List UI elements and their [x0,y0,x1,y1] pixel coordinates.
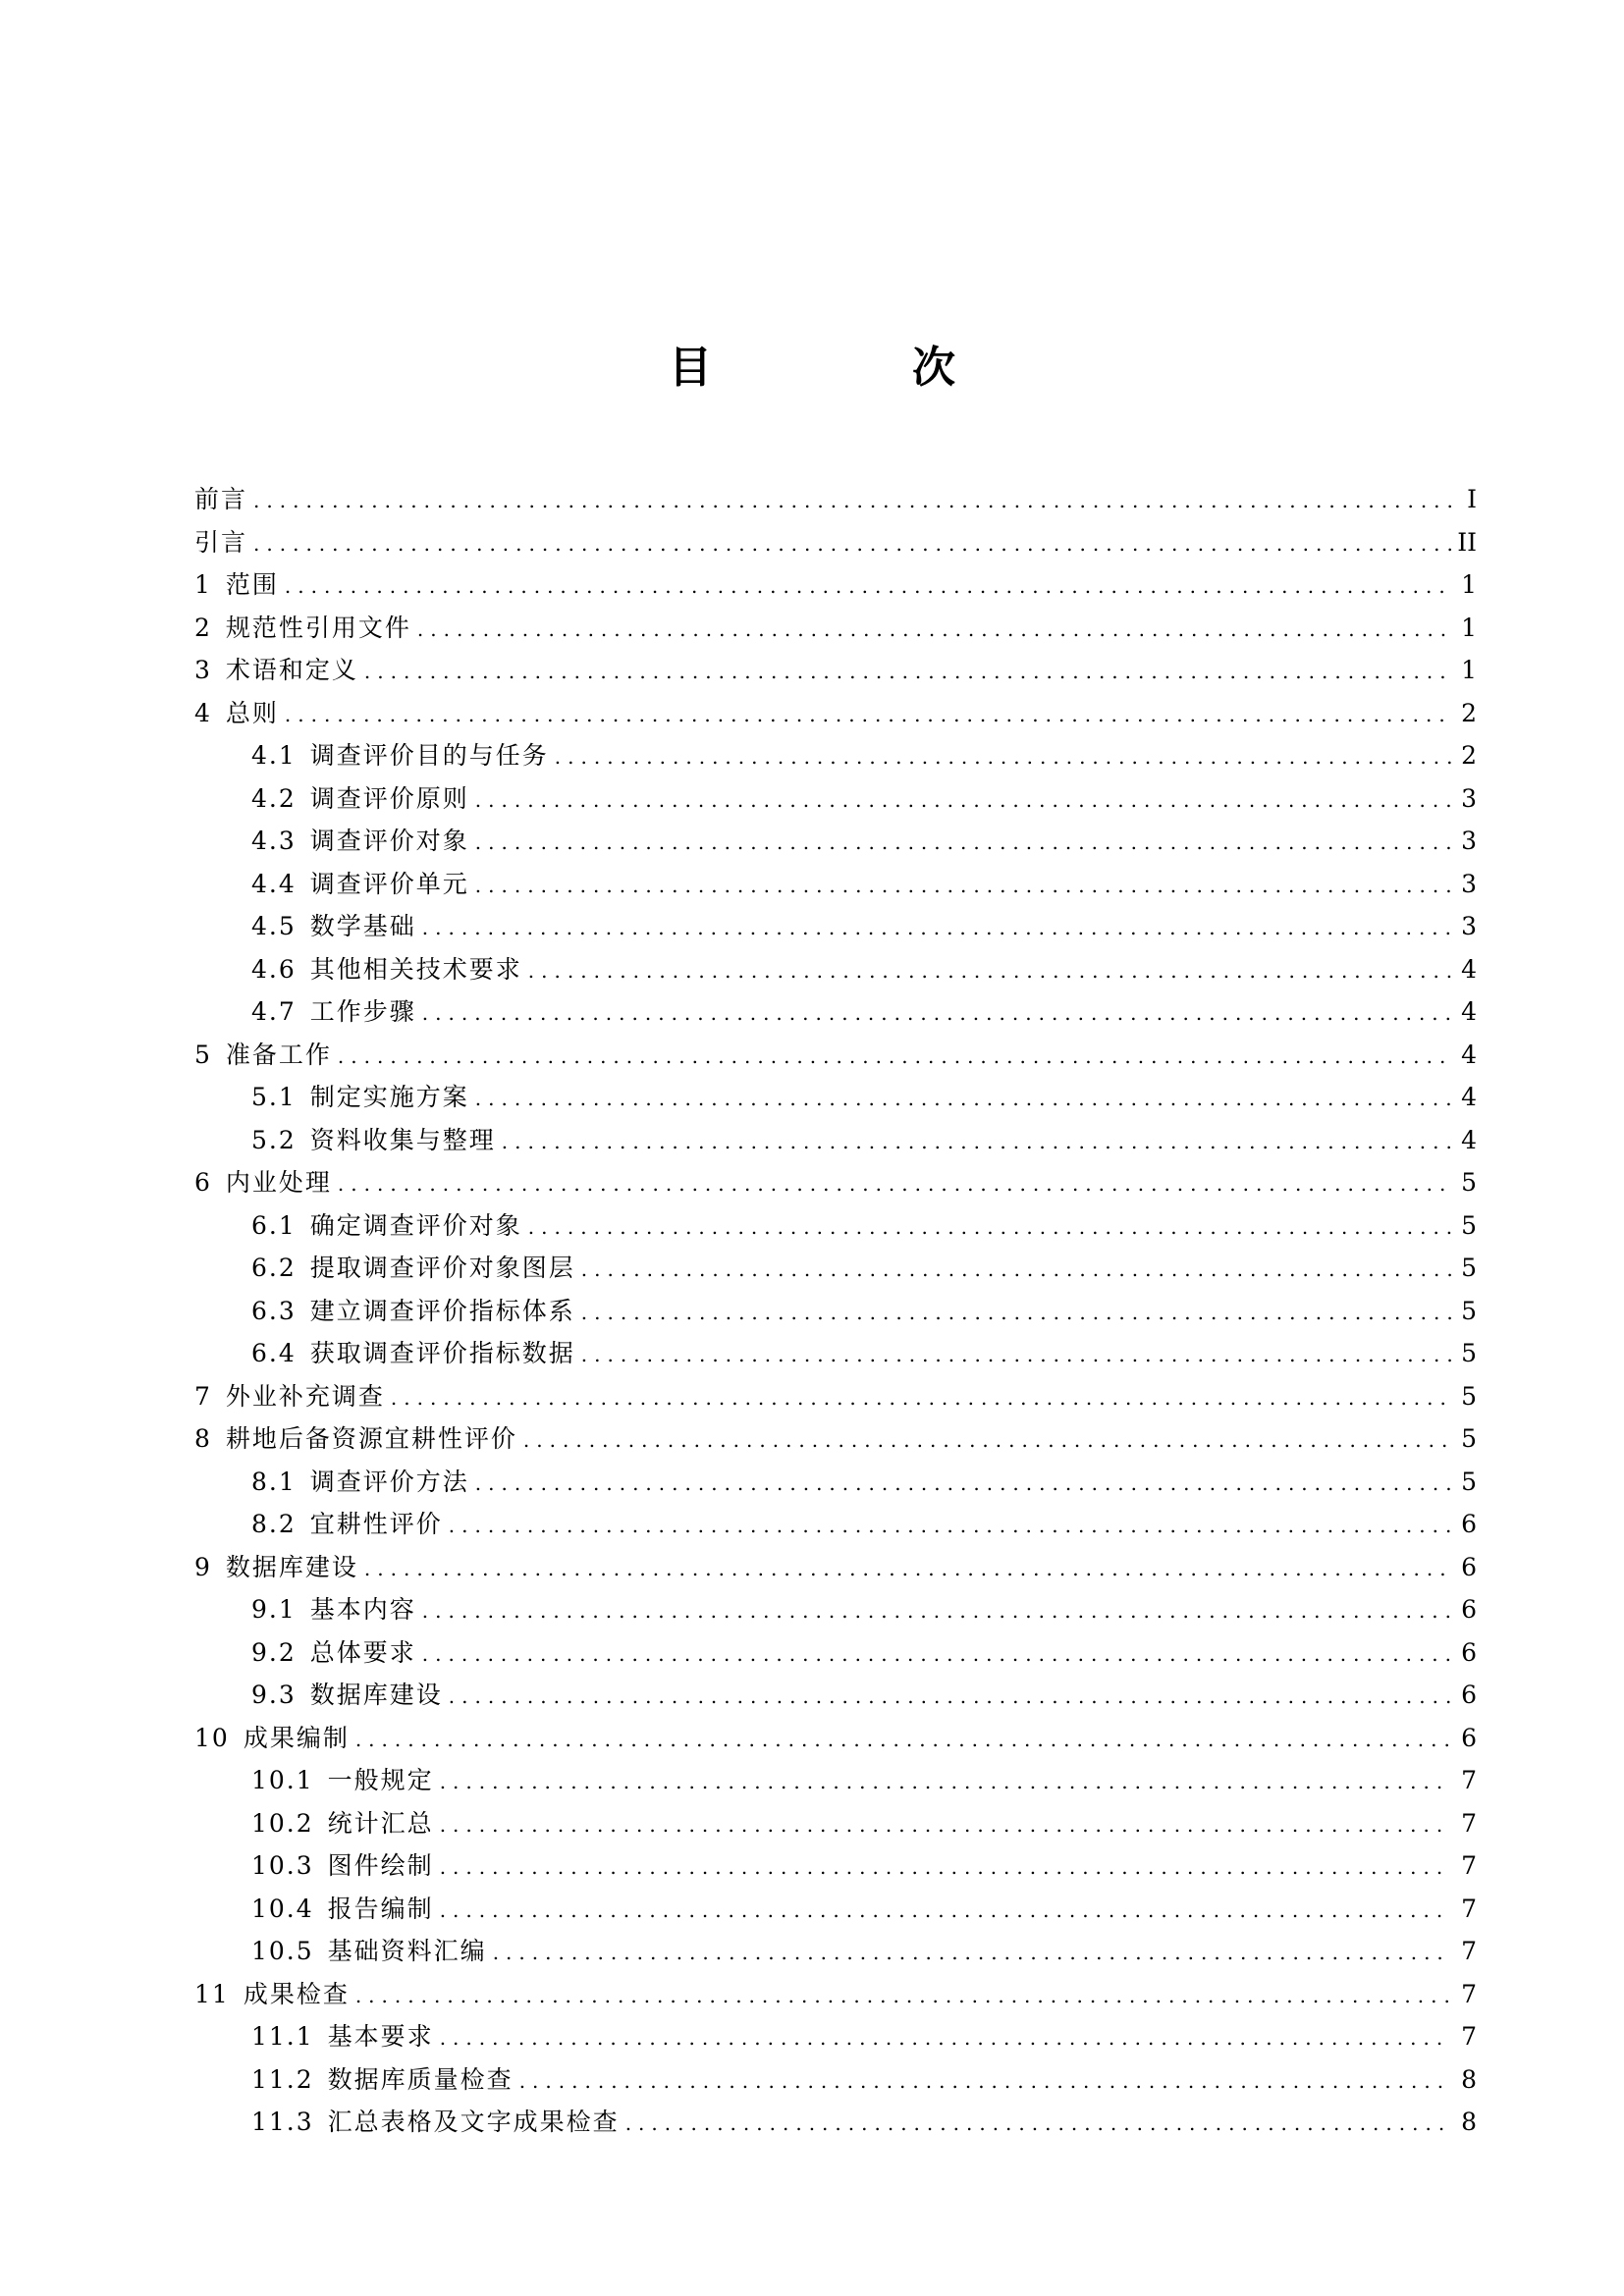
toc-entry-title: 成果检查 [243,1979,350,2008]
toc-entry-number: 5.2 [251,1125,297,1154]
toc-page-number: 5 [1461,1168,1477,1197]
toc-entry[interactable] [194,863,1477,906]
toc-entry-title: 提取调查评价对象图层 [309,1254,575,1282]
toc-entry[interactable] [194,563,1477,607]
toc-dot-leader [449,1676,1451,1719]
toc-entry[interactable] [194,1461,1477,1504]
toc-page-number: 1 [1461,613,1477,642]
toc-entry[interactable] [194,1844,1477,1888]
toc-page-number: 7 [1461,1894,1477,1923]
toc-entry[interactable] [194,2058,1477,2102]
toc-entry[interactable] [194,777,1477,821]
toc-page-number: 6 [1461,1595,1477,1624]
toc-entry-number: 9.3 [251,1681,297,1709]
toc-entry-title: 调查评价单元 [309,869,469,898]
toc-entry-title: 调查评价原则 [309,783,469,813]
toc-page-number: 1 [1461,570,1477,599]
toc-page-number: 5 [1461,1210,1477,1240]
toc-dot-leader [253,523,1451,566]
toc-entry-title: 内业处理 [225,1168,332,1197]
toc-entry-title: 资料收集与整理 [309,1125,496,1154]
toc-entry-number: 10.5 [251,1937,314,1965]
toc-dot-leader [528,1206,1451,1250]
toc-entry[interactable] [194,1247,1477,1290]
toc-entry-number: 6.1 [251,1210,297,1240]
toc-entry-title: 术语和定义 [225,656,358,684]
toc-entry[interactable] [194,1546,1477,1589]
toc-entry-number: 10 [194,1723,230,1752]
toc-page-number: 2 [1461,741,1477,770]
toc-dot-leader [475,822,1451,865]
toc-page-number: 1 [1461,656,1477,684]
toc-entry-number: 9.2 [251,1637,297,1667]
toc-page-number: 7 [1461,1766,1477,1794]
toc-entry[interactable] [194,478,1477,521]
toc-entry[interactable] [194,1332,1477,1375]
toc-entry-title: 一般规定 [327,1766,434,1794]
toc-dot-leader [422,907,1451,950]
toc-entry-number: 4.2 [251,783,297,813]
toc-dot-leader [475,1463,1451,1506]
toc-entry[interactable] [194,948,1477,991]
toc-entry-title: 宜耕性评价 [309,1510,443,1538]
toc-entry-number: 4.3 [251,827,297,855]
toc-entry-number: 11.1 [251,2022,314,2051]
toc-entry-title: 数据库质量检查 [327,2064,514,2094]
toc-dot-leader [285,565,1451,609]
toc-entry-number: 5.1 [251,1083,297,1111]
toc-page-number: 4 [1461,1125,1477,1154]
toc-dot-leader [391,1377,1451,1420]
toc-dot-leader [364,651,1451,694]
toc-entry-number: 7 [194,1381,212,1411]
toc-entry[interactable] [194,990,1477,1034]
toc-dot-leader [417,609,1451,652]
toc-entry-number: 8 [194,1424,212,1453]
toc-page-number: 4 [1461,954,1477,984]
toc-entry-title: 图件绘制 [327,1851,434,1880]
toc-entry[interactable] [194,1588,1477,1631]
toc-entry[interactable] [194,1717,1477,1760]
toc-entry-number: 8.1 [251,1467,297,1496]
toc-dot-leader [440,1890,1451,1933]
toc-dot-leader [440,2017,1451,2060]
toc-entry-title: 数学基础 [309,912,416,940]
toc-entry[interactable] [194,1503,1477,1546]
toc-entry-title: 其他相关技术要求 [309,954,522,984]
toc-entry-title: 成果编制 [243,1723,350,1752]
toc-dot-leader [285,694,1451,737]
toc-dot-leader [555,736,1451,779]
toc-entry[interactable] [194,1119,1477,1162]
toc-page-number: 3 [1461,827,1477,855]
toc-page-number: 7 [1461,1851,1477,1880]
toc-entry-number: 4.1 [251,741,297,770]
toc-dot-leader [440,1761,1451,1804]
toc-dot-leader [519,2060,1451,2104]
toc-dot-leader [581,1292,1451,1335]
toc-entry[interactable] [194,1375,1477,1418]
toc-dot-leader [338,1036,1451,1079]
toc-entry[interactable] [194,692,1477,735]
table-of-contents [194,478,1477,2144]
toc-entry-number: 6.2 [251,1254,297,1282]
toc-page-number: 6 [1461,1681,1477,1709]
toc-entry-title: 确定调查评价对象 [309,1210,522,1240]
toc-entry-title: 统计汇总 [327,1808,434,1838]
toc-entry-title: 数据库建设 [309,1681,443,1709]
toc-entry-title: 外业补充调查 [225,1381,385,1411]
toc-entry-title: 数据库建设 [225,1552,358,1581]
toc-page-number: 5 [1461,1424,1477,1453]
toc-entry[interactable] [194,1417,1477,1461]
toc-entry-title: 获取调查评价指标数据 [309,1339,575,1367]
toc-entry[interactable] [194,649,1477,692]
toc-dot-leader [475,779,1451,823]
toc-page-number: 5 [1461,1296,1477,1325]
toc-dot-leader [355,1719,1451,1762]
toc-page-number: 3 [1461,869,1477,898]
toc-dot-leader [502,1121,1451,1164]
toc-entry[interactable] [194,521,1477,564]
toc-page-number: 5 [1461,1381,1477,1411]
toc-entry-number: 6.4 [251,1339,297,1367]
toc-page-number: 6 [1461,1552,1477,1581]
toc-entry[interactable] [194,2015,1477,2058]
toc-dot-leader [475,865,1451,908]
toc-page-number: 3 [1461,912,1477,940]
toc-entry-number: 4.6 [251,954,297,984]
toc-entry[interactable] [194,1674,1477,1717]
toc-dot-leader [422,1590,1451,1633]
toc-dot-leader [581,1334,1451,1377]
toc-entry-number: 10.3 [251,1851,314,1880]
toc-page-number: II [1457,527,1477,557]
toc-entry-number: 1 [194,570,212,599]
toc-dot-leader [253,480,1451,523]
toc-page-number: 6 [1461,1637,1477,1667]
toc-entry-title: 汇总表格及文字成果检查 [327,2108,620,2136]
toc-entry-title: 基础资料汇编 [327,1937,487,1965]
toc-entry-number: 3 [194,656,212,684]
toc-entry[interactable] [194,1161,1477,1204]
toc-entry-number: 8.2 [251,1510,297,1538]
toc-page-number: 8 [1461,2108,1477,2136]
toc-page-number: 7 [1461,2022,1477,2051]
toc-entry-number: 4 [194,698,212,727]
toc-page-number: 4 [1461,1040,1477,1069]
toc-entry[interactable] [194,2101,1477,2144]
toc-entry-title: 调查评价目的与任务 [309,741,549,770]
toc-entry-number: 10.2 [251,1808,314,1838]
toc-entry-title: 规范性引用文件 [225,613,411,642]
toc-page-number: 8 [1461,2064,1477,2094]
toc-entry[interactable] [194,1290,1477,1333]
toc-entry-title: 耕地后备资源宜耕性评价 [225,1424,517,1453]
toc-entry-number: 4.5 [251,912,297,940]
toc-entry-title: 准备工作 [225,1040,332,1069]
toc-dot-leader [523,1419,1451,1463]
toc-dot-leader [422,992,1451,1036]
toc-title: 目 次 [669,343,1034,393]
toc-dot-leader [625,2103,1451,2146]
toc-page-number: 4 [1461,997,1477,1026]
toc-page-number: 7 [1461,1937,1477,1965]
toc-dot-leader [528,950,1451,993]
toc-entry[interactable] [194,1930,1477,1973]
toc-entry[interactable] [194,1204,1477,1248]
toc-entry-title: 报告编制 [327,1894,434,1923]
toc-entry-title: 调查评价对象 [309,827,469,855]
toc-page-number: 5 [1461,1254,1477,1282]
toc-entry[interactable] [194,1759,1477,1802]
toc-page-number: 5 [1461,1467,1477,1496]
toc-entry-title: 总则 [225,698,279,727]
toc-entry[interactable] [194,1802,1477,1845]
toc-entry[interactable] [194,1973,1477,2016]
toc-entry-title: 引言 [194,527,248,557]
toc-entry-number: 9 [194,1552,212,1581]
toc-dot-leader [422,1633,1451,1677]
toc-entry-title: 工作步骤 [309,997,416,1026]
toc-entry[interactable] [194,905,1477,948]
toc-entry-number: 4.4 [251,869,297,898]
toc-dot-leader [355,1975,1451,2018]
toc-page-number: 6 [1461,1510,1477,1538]
toc-entry-number: 10.1 [251,1766,314,1794]
toc-entry-title: 范围 [225,570,279,599]
toc-entry-number: 11 [194,1979,230,2008]
toc-entry[interactable] [194,1076,1477,1119]
toc-dot-leader [581,1249,1451,1292]
toc-page-number: 2 [1461,698,1477,727]
toc-page-number: 7 [1461,1808,1477,1838]
toc-entry-title: 基本内容 [309,1595,416,1624]
toc-dot-leader [440,1804,1451,1847]
toc-entry-number: 4.7 [251,997,297,1026]
toc-dot-leader [449,1505,1451,1548]
toc-entry-title: 制定实施方案 [309,1083,469,1111]
toc-entry-number: 9.1 [251,1595,297,1624]
toc-entry-number: 2 [194,613,212,642]
toc-entry[interactable] [194,734,1477,777]
toc-entry-number: 11.3 [251,2108,314,2136]
toc-entry-title: 建立调查评价指标体系 [309,1296,575,1325]
toc-entry-number: 6.3 [251,1296,297,1325]
toc-entry-title: 基本要求 [327,2022,434,2051]
toc-entry[interactable] [194,1034,1477,1077]
toc-dot-leader [493,1932,1451,1975]
toc-entry-number: 5 [194,1040,212,1069]
toc-dot-leader [475,1078,1451,1121]
toc-entry[interactable] [194,1631,1477,1675]
toc-entry-number: 10.4 [251,1894,314,1923]
toc-entry[interactable] [194,820,1477,863]
toc-page-number: 6 [1461,1723,1477,1752]
toc-entry[interactable] [194,607,1477,650]
toc-entry-number: 6 [194,1168,212,1197]
toc-page-number: 7 [1461,1979,1477,2008]
toc-page-number: 5 [1461,1339,1477,1367]
toc-entry-title: 调查评价方法 [309,1467,469,1496]
toc-dot-leader [338,1163,1451,1206]
toc-page-number: 3 [1461,783,1477,813]
toc-page-number: I [1467,485,1477,513]
toc-entry-title: 前言 [194,485,248,513]
toc-page-number: 4 [1461,1083,1477,1111]
toc-dot-leader [440,1846,1451,1890]
toc-entry[interactable] [194,1888,1477,1931]
toc-entry-number: 11.2 [251,2064,314,2094]
toc-dot-leader [364,1548,1451,1591]
toc-entry-title: 总体要求 [309,1637,416,1667]
